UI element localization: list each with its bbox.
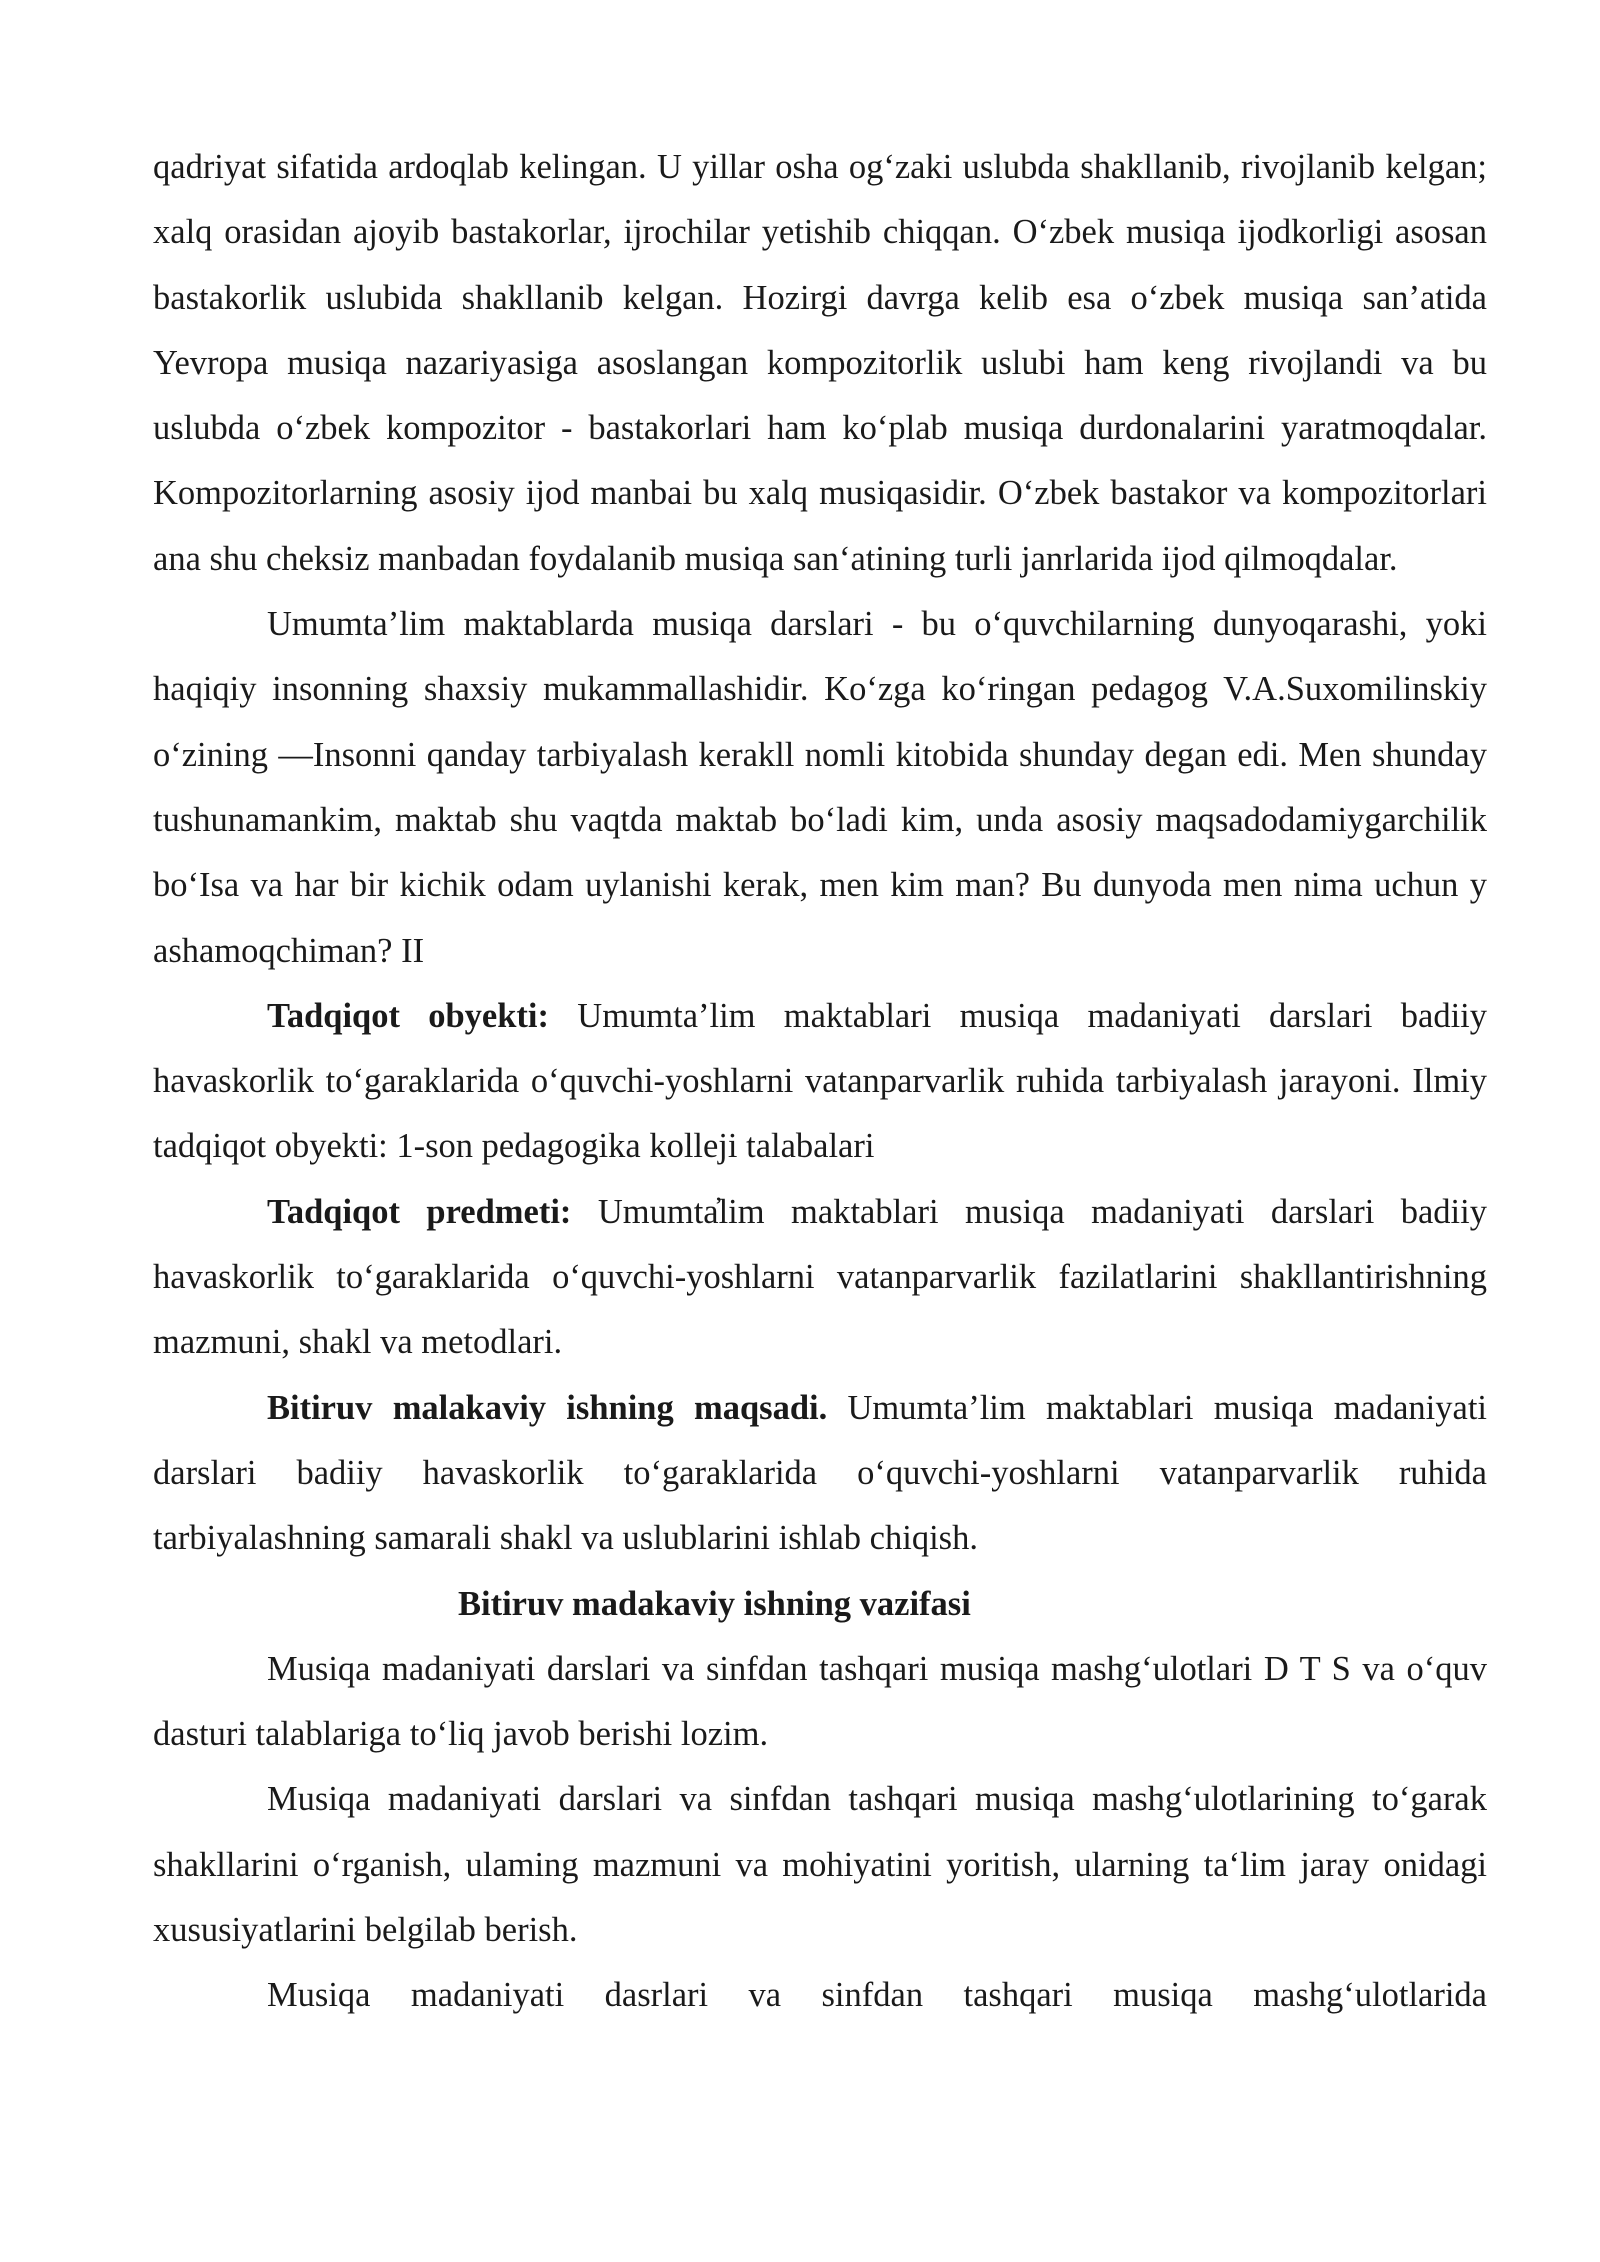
paragraph-music-lessons: Umumta’lim maktablarda musiqa darslari - bu o‘quvchilarning dunyoqarashi, yoki haqiqiy insonning shaxsiy mukammallashidir. Ko‘zga ko‘ringan pedagog V.A.Suxomilinskiy o‘zining ―Insonni qanday tarbiyalash kerakll nomli kitobida shunday degan edi. Men shunday tushunamankim, maktab shu vaqtda maktab bo‘ladi kim, unda asosiy maqsadodamiygarchilik bo‘Isa va har bir kichik odam uylanishi kerak, men kim man? Bu dunyoda men nima uchun y ashamoqchiman? II (153, 605, 1487, 970)
paragraph-intro: qadriyat sifatida ardoqlab kelingan. U yillar osha og‘zaki uslubda shakllanib, rivojlanib kelgan; xalq orasidan ajoyib bastakorlar, ijrochilar yetishib chiqqan. O‘zbek musiqa ijodkorligi asosan bastakorlik uslubida shakllanib kelgan. Hozirgi davrga kelib esa o‘zbek musiqa san’atida Yevropa musiqa nazariyasiga asoslangan kompozitorlik uslubi ham keng rivojlandi va bu uslubda o‘zbek kompozitor - bastakorlari ham ko‘plab musiqa durdonalarini yaratmoqdalar. Kompozitorlarning asosiy ijod manbai bu xalq musiqasidir. O‘zbek bastakor va kompozitorlari ana shu cheksiz manbadan foydalanib musiqa san‘atining turli janrlarida ijod qilmoqdalar. (153, 148, 1487, 578)
paragraph-thesis-goal (153, 1376, 1487, 1572)
document-page (153, 135, 1487, 2029)
paragraph-task-2: Musiqa madaniyati darslari va sinfdan tashqari musiqa mashg‘ulotlarining to‘garak shakllarini o‘rganish, ulaming mazmuni va mohiyatini yoritish, ularning ta‘lim jaray onidagi xususiyatlarini belgilab berish. (153, 1780, 1487, 1950)
thesis-goal-label: Bitiruv malakaviy ishning maqsadi. (267, 1388, 828, 1427)
research-object-text: Umumta’lim maktablari musiqa madaniyati darslari badiiy havaskorlik to‘garaklarida o‘quvchi-yoshlarni vatanparvarlik ruhida tarbiyalash jarayoni. Ilmiy tadqiqot obyekti: 1-son pedagogika kolleji talabalari (153, 996, 1488, 1166)
research-object-label: Tadqiqot obyekti: (267, 996, 550, 1035)
paragraph-research-object (153, 984, 1487, 1180)
section-heading: Bitiruv madakaviy ishning vazifasi (458, 1584, 971, 1623)
paragraph-research-subject (153, 1180, 1487, 1376)
thesis-goal-text: Umumta’lim maktablari musiqa madaniyati darslari badiiy havaskorlik to‘garaklarida o‘quvchi-yoshlarni vatanparvarlik ruhida tarbiyalashning samarali shakl va uslublarini ishlab chiqish. (153, 1388, 1487, 1558)
paragraph-task-3: Musiqa madaniyati dasrlari va sinfdan tashqari musiqa mashg‘ulotlarida (267, 1976, 1487, 2015)
research-subject-text: Umumta̓lim maktablari musiqa madaniyati darslari badiiy havaskorlik to‘garaklarida o‘quvchi-yoshlarni vatanparvarlik fazilatlarini shakllantirishning mazmuni, shakl va metodlari. (153, 1192, 1487, 1362)
research-subject-label: Tadqiqot predmeti: (267, 1192, 572, 1231)
paragraph-task-1: Musiqa madaniyati darslari va sinfdan tashqari musiqa mashg‘ulotlari D T S va o‘quv dasturi talablariga to‘liq javob berishi lozim. (153, 1649, 1487, 1754)
